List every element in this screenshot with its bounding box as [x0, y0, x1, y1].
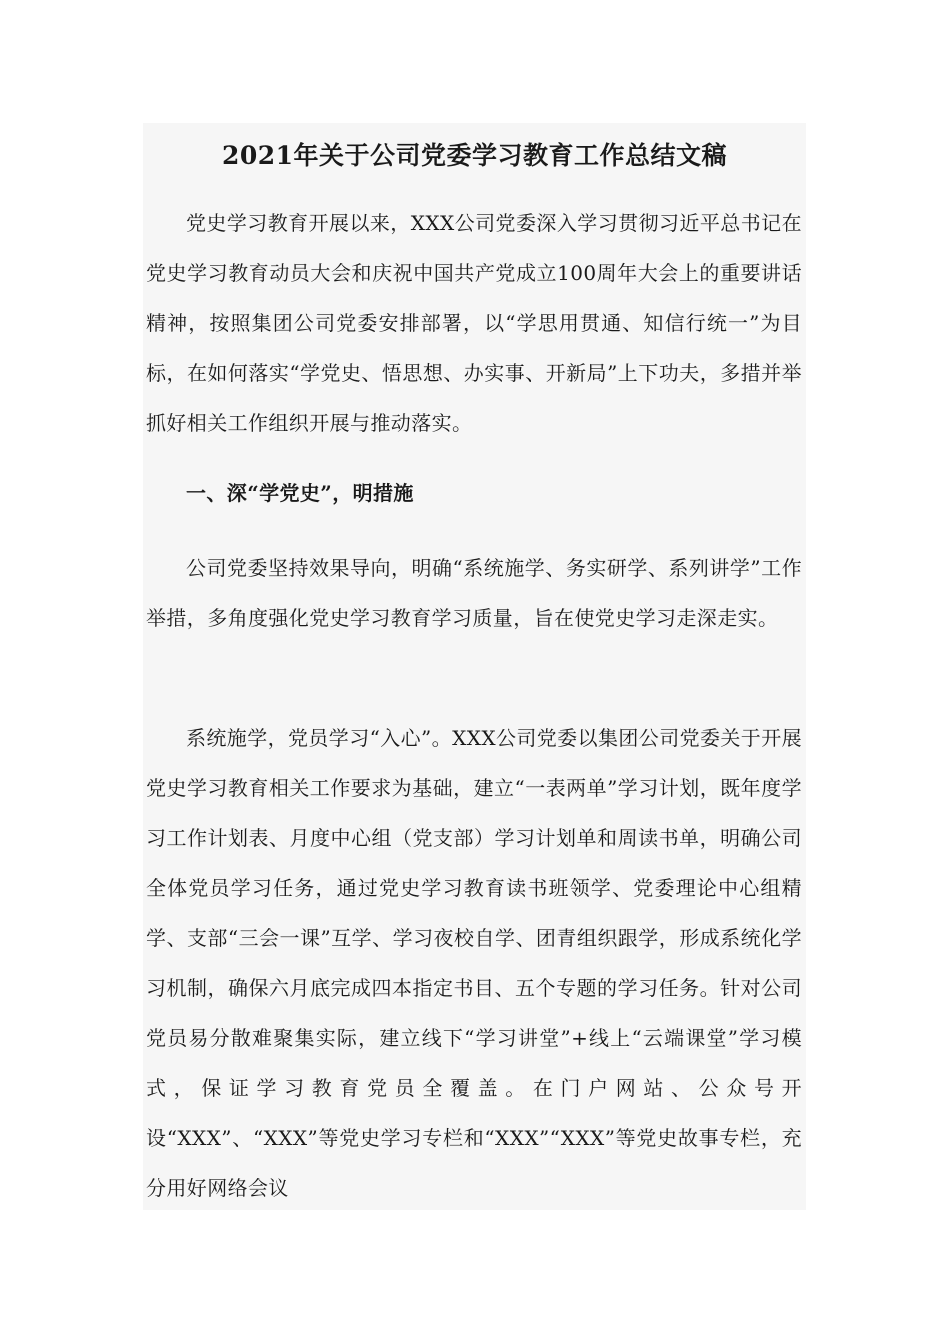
intro-paragraph: 党史学习教育开展以来，XXX公司党委深入学习贯彻习近平总书记在党史学习教育动员大会和庆祝中国共产党成立100周年大会上的重要讲话精神，按照集团公司党委安排部署，以“学思用贯通、知信行统一”为目标，在如何落实“学党史、悟思想、办实事、开新局”上下功夫，多措并举抓好相关工作组织开展与推动落实。: [146, 211, 802, 435]
document-title: 2021年关于公司党委学习教育工作总结文稿: [221, 141, 728, 170]
section-heading: 一、深“学党史”，明措施: [186, 481, 414, 505]
document-page: [143, 123, 806, 1210]
section-paragraph-1: 公司党委坚持效果导向，明确“系统施学、务实研学、系列讲学”工作举措，多角度强化党史学习教育学习质量，旨在使党史学习走深走实。: [146, 556, 802, 630]
section-paragraph-2: 系统施学，党员学习“入心”。XXX公司党委以集团公司党委关于开展党史学习教育相关工作要求为基础，建立“一表两单”学习计划，既年度学习工作计划表、月度中心组（党支部）学习计划单和周读书单，明确公司全体党员学习任务，通过党史学习教育读书班领学、党委理论中心组精学、支部“三会一课”互学、学习夜校自学、团青组织跟学，形成系统化学习机制，确保六月底完成四本指定书目、五个专题的学习任务。针对公司党员易分散难聚集实际，建立线下“学习讲堂”+线上“云端课堂”学习模式，保证学习教育党员全覆盖。在门户网站、公众号开设“XXX”、“XXX”等党史学习专栏和“XXX”“XXX”等党史故事专栏，充分用好网络会议: [146, 726, 802, 1200]
